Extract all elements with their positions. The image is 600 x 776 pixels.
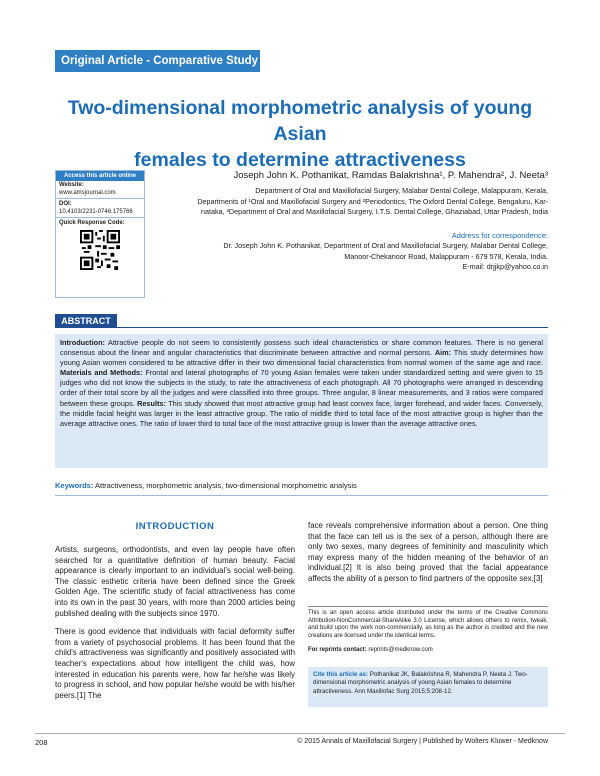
article-title: Two-dimensional morphometric analysis of young Asian females to determine attractiveness	[67, 97, 533, 171]
introduction-heading: INTRODUCTION	[135, 521, 215, 532]
qr-code-icon[interactable]	[80, 230, 120, 270]
qr-label: Quick Response Code:	[59, 220, 125, 226]
paragraph: face reveals comprehensive information about a person. One thing that the face can tell us is the sex of a person, although there are only two sexes, many degrees of femininity and masculinity which may express many of the hidden meaning of the behavior of an individual.[2] It is also being proved that the facial appearance affects the ability of a person to find partners of the opposite sex.[3]	[308, 521, 548, 583]
paragraph: Artists, surgeons, orthodontists, and even lay people have often searched for a quantitative definition of human beauty. Facial appearance is clearly important to an individual's social well-being. The classic esthetic criteria have been defined since the Greek Golden Age. The scientific study of facial attractiveness has come into its own in the past 30 years, with more than 2000 articles being published dealing with the subjects since 1970.	[55, 545, 295, 618]
citation-box: Cite this article as: Pothanikat JK, Balakrishna R, Mahendra P, Neeta J. Two-dimensional morphometric analysis of young Asian females to determine attractiveness. Ann Maxillofac Surg 2015;5:208-12.	[308, 667, 548, 707]
access-header: Access this article online	[56, 171, 144, 181]
website-label: Website:	[59, 182, 84, 188]
footer-divider	[35, 733, 565, 734]
doi-value[interactable]: 10.4103/2231-0746.175766	[59, 209, 133, 215]
authors: Joseph John K. Pothanikat, Ramdas Balakrishna¹, P. Mahendra², J. Neeta³	[233, 170, 548, 181]
access-box	[55, 170, 145, 298]
keywords: Keywords: Attractiveness, morphometric analysis, two-dimensional morphometric analysis	[55, 477, 548, 496]
doi-label: DOI:	[59, 201, 72, 207]
left-column	[55, 545, 295, 709]
paragraph: There is good evidence that individuals with facial deformity suffer from a variety of psychosocial problems. It has been found that the child's attractiveness was significantly and positively associated with teacher's expectations about how intelligent the child was, how interested in education his parents were, how far he/she was likely to progress in school, and how popular he/she would be with his/her peers.[1] The	[55, 627, 295, 700]
abstract-heading: ABSTRACT	[55, 314, 117, 328]
article-type-banner: Original Article - Comparative Study	[55, 50, 260, 72]
correspondence-heading: Address for correspondence:	[451, 231, 548, 240]
affiliations: Department of Oral and Maxillofacial Surgery, Malabar Dental College, Malappuram, Kerala, Departments of ¹Oral and Maxillofacial Surgery and ²Periodontics, The Oxford Dental College, Bengaluru, Kar- nataka, ³Department of Oral and Maxillofacial Surgery, I.T.S. Dental College, Ghaziabad, Uttar Pradesh, India	[197, 186, 548, 216]
open-access-notice: This is an open access article distributed under the terms of the Creative Commons Attribution-NonCommercial-ShareAlike 3.0 License, which allows others to remix, tweak, and build upon the work non-commercially, as long as the author is credited and the new creations are licensed under the identical terms.	[308, 606, 548, 640]
reprints: For reprints contact: reprints@medknow.com	[308, 647, 433, 653]
page-number: 208	[35, 738, 48, 747]
email-link[interactable]: E-mail: drjjkp@yahoo.co.in	[462, 262, 548, 271]
abstract-body: Introduction: Attractive people do not seem to consistently possess such ideal characteristics or share common features. There is no general consensus about the linear and angular characteristics that discriminate between attractive and normal persons. Aim: This study determines how young Asian women considered to be attractive differ in their two dimensional facial characteristics from normal women of the same age and race. Materials and Methods: Frontal and lateral photographs of 70 young Asian females were taken under standardized setting and were given to 15 judges who did not know the subjects in the study, to rate the attractiveness of each photograph. All 70 photographs were arranged in descending order of their total score by all the judges and were classified into three groups. Three angular, 8 linear measurements, and 3 ratios were compared between these groups. Results: This study showed that most attractive group had least convex face, larger forehead, and wider faces. Conversely, the middle facial height was larger in the least attractive group. The ratio of middle third to total face of the most attractive group is higher than the average attractive ones. The ratio of lower third to total face of the most attractive group is lower than the average attractive ones.	[55, 334, 548, 468]
website-link[interactable]: www.amsjournal.com	[59, 190, 116, 196]
abstract-divider	[55, 327, 548, 328]
publisher-line: © 2015 Annals of Maxillofacial Surgery | Published by Wolters Kluwer - Medknow	[297, 738, 548, 745]
right-column	[308, 521, 548, 593]
correspondence: Dr. Joseph John K. Pothanikat, Department of Oral and Maxillofacial Surgery, Malabar Dental College, Manoor-Chekanoor Road, Malappuram - 679 578, Kerala, India. E-mail: drjjkp@yahoo.co.in	[160, 241, 548, 273]
